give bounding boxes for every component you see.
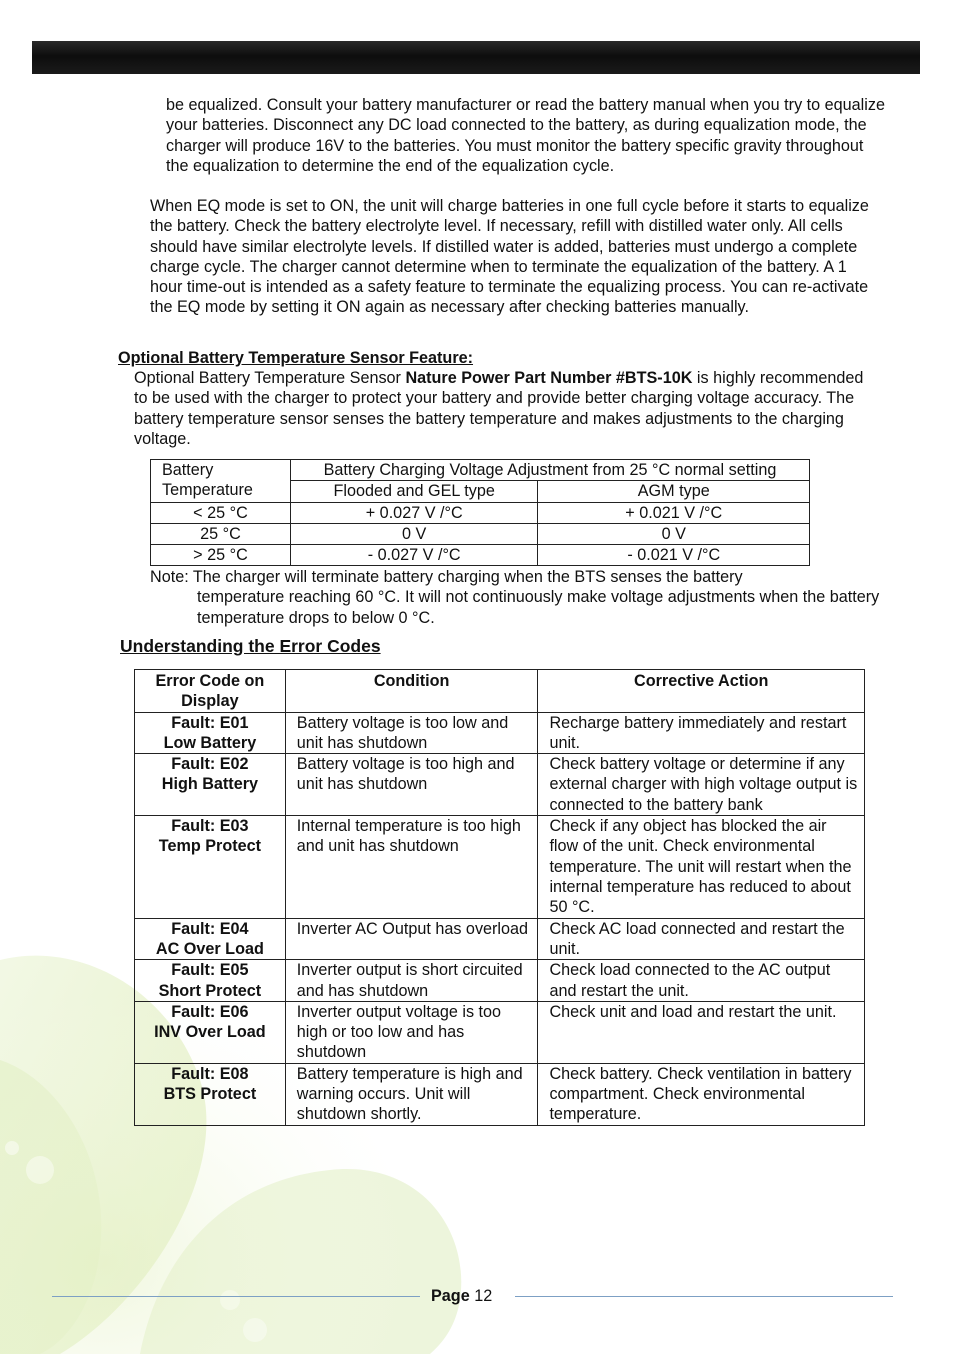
- agm-cell: 0 V: [538, 523, 810, 544]
- header-condition: Condition: [285, 670, 538, 713]
- condition-cell: Inverter output voltage is too high or too low and has shutdown: [285, 1001, 538, 1063]
- table-row: [135, 918, 865, 960]
- flooded-cell: 0 V: [290, 523, 538, 544]
- agm-cell: - 0.021 V /°C: [538, 545, 810, 566]
- header-agm: AGM type: [538, 481, 810, 502]
- condition-cell: Inverter AC Output has overload: [285, 918, 538, 960]
- fault-code: Fault: E05: [171, 961, 249, 980]
- condition-cell: Battery voltage is too low and unit has shutdown: [285, 712, 538, 754]
- action-cell: Check unit and load and restart the unit.: [538, 1001, 865, 1063]
- temp-cell: < 25 °C: [151, 502, 291, 523]
- header-bar: [32, 41, 920, 74]
- error-codes-heading: Understanding the Error Codes: [120, 636, 381, 656]
- agm-cell: + 0.021 V /°C: [538, 502, 810, 523]
- table-row: [135, 1063, 865, 1125]
- error-code-cell: [135, 1063, 286, 1125]
- continued-list-paragraph: be equalized. Consult your battery manufacturer or read the battery manual when you try to equalize your batteries. Disconnect any DC load connected to the battery, as during equalization mode, the charger will produce 16V to the batteries. You must monitor the battery specific gravity throughout the equalization to determine the end of the equalization cycle.: [166, 96, 885, 175]
- temp-sensor-heading: Optional Battery Temperature Sensor Feature:: [118, 349, 474, 367]
- table-row: [135, 816, 865, 918]
- flooded-cell: - 0.027 V /°C: [290, 545, 538, 566]
- fault-code: Fault: E03: [171, 817, 249, 836]
- page-number: 12: [474, 1287, 493, 1305]
- fault-code: Fault: E08: [171, 1064, 249, 1083]
- footer-rule-left: [52, 1296, 420, 1297]
- condition-cell: Inverter output is short circuited and has shutdown: [285, 960, 538, 1002]
- fault-name: High Battery: [161, 775, 259, 794]
- table-row: [135, 960, 865, 1002]
- condition-cell: Battery voltage is too high and unit has shutdown: [285, 754, 538, 816]
- temp-sensor-intro: [134, 368, 879, 449]
- error-code-cell: [135, 754, 286, 816]
- bts-note: [150, 567, 885, 628]
- table-row: [151, 502, 810, 523]
- note-continuation: temperature reaching 60 °C. It will not continuously make voltage adjustments when the battery temperature drops to below 0 °C.: [197, 588, 880, 627]
- temp-cell: 25 °C: [151, 523, 291, 544]
- table-row: [151, 523, 810, 544]
- fault-name: Short Protect: [158, 981, 262, 1000]
- page-word: Page: [431, 1287, 470, 1305]
- fault-name: Temp Protect: [158, 837, 262, 856]
- intro-text-before: Optional Battery Temperature Sensor: [134, 369, 406, 387]
- action-cell: Check AC load connected and restart the unit.: [538, 918, 865, 960]
- note-first-line: Note: The charger will terminate battery charging when the BTS senses the battery: [150, 568, 743, 586]
- page-number-label: [431, 1287, 492, 1306]
- eq-mode-paragraph: When EQ mode is set to ON, the unit will charge batteries in one full cycle before it starts to equalize the battery. Check the battery electrolyte level. If necessary, refill with distilled water only. All cells should have similar electrolyte levels. If distilled water is added, batteries must undergo a complete charge cycle. The charger cannot determine when to terminate the equalization of the battery. A 1 hour time-out is intended as a safety feature to terminate the equalizing process. You can re-activate the EQ mode by setting it ON again as necessary after checking batteries manually.: [150, 197, 869, 317]
- header-corrective-action: Corrective Action: [538, 670, 865, 713]
- temp-cell: > 25 °C: [151, 545, 291, 566]
- fault-name: BTS Protect: [163, 1085, 257, 1104]
- header-flooded-gel: Flooded and GEL type: [290, 481, 538, 502]
- fault-code: Fault: E06: [171, 1002, 249, 1021]
- table-row: [135, 754, 865, 816]
- fault-code: Fault: E01: [171, 713, 249, 732]
- header-voltage-adjustment: Battery Charging Voltage Adjustment from 25 °C normal setting: [290, 460, 809, 481]
- error-codes-table: [134, 669, 865, 1126]
- action-cell: Check battery. Check ventilation in battery compartment. Check environmental temperature.: [538, 1063, 865, 1125]
- header-error-code: Error Code on Display: [135, 670, 286, 713]
- error-code-cell: [135, 918, 286, 960]
- fault-name: AC Over Load: [155, 939, 264, 958]
- intro-text-after: is highly recommended to be used with the charger to protect your battery and provide better charging voltage accuracy. The battery temperature sensor senses the battery temperature and makes adjustments to the charging voltage.: [134, 369, 864, 448]
- action-cell: Check if any object has blocked the air flow of the unit. Check environmental temperature. The unit will restart when the internal temperature has reduced to about 50 °C.: [538, 816, 865, 918]
- fault-name: INV Over Load: [154, 1023, 266, 1042]
- flooded-cell: + 0.027 V /°C: [290, 502, 538, 523]
- error-code-cell: [135, 712, 286, 754]
- error-code-cell: [135, 1001, 286, 1063]
- table-row: [135, 1001, 865, 1063]
- action-cell: Recharge battery immediately and restart unit.: [538, 712, 865, 754]
- error-code-cell: [135, 960, 286, 1002]
- condition-cell: Internal temperature is too high and unit has shutdown: [285, 816, 538, 918]
- header-battery-temperature: Battery Temperature: [151, 460, 291, 503]
- action-cell: Check battery voltage or determine if any external charger with high voltage output is connected to the battery bank: [538, 754, 865, 816]
- footer-rule-right: [515, 1296, 893, 1297]
- fault-name: Low Battery: [163, 733, 257, 752]
- action-cell: Check load connected to the AC output and restart the unit.: [538, 960, 865, 1002]
- fault-code: Fault: E04: [171, 919, 249, 938]
- table-row: [135, 712, 865, 754]
- table-row: [151, 545, 810, 566]
- condition-cell: Battery temperature is high and warning occurs. Unit will shutdown shortly.: [285, 1063, 538, 1125]
- temperature-adjustment-table: [150, 459, 810, 566]
- error-code-cell: [135, 816, 286, 918]
- part-number: Nature Power Part Number #BTS-10K: [405, 369, 693, 387]
- fault-code: Fault: E02: [171, 755, 249, 774]
